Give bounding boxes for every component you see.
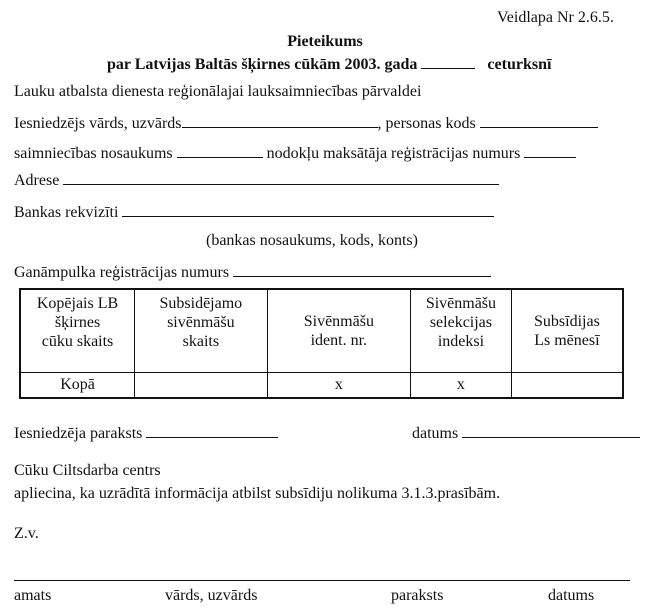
applicant-name-label: Iesniedzējs vārds, uzvārds bbox=[14, 115, 182, 132]
total-label-cell: Kopā bbox=[20, 373, 135, 399]
herd-reg-label: Ganāmpulka reģistrācijas numurs bbox=[14, 264, 230, 281]
bank-label: Bankas rekvizīti bbox=[14, 204, 119, 221]
table-header-row bbox=[20, 289, 623, 373]
applicant-name-field[interactable] bbox=[182, 113, 378, 128]
herd-reg-field[interactable] bbox=[233, 262, 491, 277]
subtitle-prefix: par Latvijas Baltās šķirnes cūkām 2003. gada bbox=[107, 56, 418, 73]
tax-reg-label: nodokļu maksātāja reģistrācijas numurs bbox=[266, 145, 521, 162]
subtitle bbox=[107, 54, 551, 73]
form-number: Veidlapa Nr 2.6.5. bbox=[497, 9, 614, 26]
signature-field[interactable] bbox=[146, 423, 278, 438]
applicant-row bbox=[14, 113, 598, 132]
stamp-label: Z.v. bbox=[14, 525, 39, 542]
personal-code-field[interactable] bbox=[480, 113, 598, 128]
bank-hint: (bankas nosaukums, kods, konts) bbox=[206, 232, 418, 249]
total-id-cell: x bbox=[267, 373, 410, 399]
tax-reg-field[interactable] bbox=[524, 143, 576, 158]
date-field[interactable] bbox=[462, 423, 640, 438]
footer-label-date: datums bbox=[548, 587, 595, 604]
signature-row bbox=[14, 423, 278, 442]
personal-code-label: , personas kods bbox=[377, 115, 476, 132]
total-subsidy-cell[interactable] bbox=[511, 373, 623, 399]
farm-name-field[interactable] bbox=[177, 143, 263, 158]
total-subsidized-cell[interactable] bbox=[135, 373, 268, 399]
address-row bbox=[14, 170, 499, 189]
subtitle-suffix: ceturksnī bbox=[487, 56, 552, 73]
recipient-line: Lauku atbalsta dienesta reģionālajai lauksaimniecības pārvaldei bbox=[14, 83, 422, 100]
bank-row bbox=[14, 202, 494, 221]
header-subsidized-sows: Subsidējamo sivēnmāšu skaits bbox=[135, 289, 268, 373]
header-total-pigs: Kopējais LB šķirnes cūku skaits bbox=[20, 289, 135, 373]
footer-line[interactable] bbox=[14, 580, 630, 581]
total-index-cell: x bbox=[411, 373, 512, 399]
farm-name-label: saimniecības nosaukums bbox=[14, 145, 173, 162]
farm-row bbox=[14, 143, 576, 162]
date-row bbox=[412, 423, 640, 442]
date-label: datums bbox=[412, 425, 459, 442]
address-field[interactable] bbox=[63, 170, 499, 185]
footer-label-name: vārds, uzvārds bbox=[165, 587, 258, 604]
quarter-field[interactable] bbox=[421, 54, 475, 69]
page-title: Pieteikums bbox=[287, 33, 363, 50]
center-statement: apliecina, ka uzrādītā informācija atbilst subsīdiju nolikuma 3.1.3.prasībām. bbox=[14, 485, 501, 502]
footer-label-position: amats bbox=[14, 587, 52, 604]
table-total-row bbox=[20, 373, 623, 399]
center-name: Cūku Ciltsdarba centrs bbox=[14, 462, 161, 479]
subsidy-table bbox=[19, 288, 624, 399]
header-sow-id: Sivēnmāšu ident. nr. bbox=[267, 289, 410, 373]
signature-label: Iesniedzēja paraksts bbox=[14, 425, 143, 442]
header-subsidy-month: Subsīdijas Ls mēnesī bbox=[511, 289, 623, 373]
bank-field[interactable] bbox=[122, 202, 494, 217]
footer-label-signature: paraksts bbox=[391, 587, 444, 604]
address-label: Adrese bbox=[14, 172, 60, 189]
herd-row bbox=[14, 262, 491, 281]
header-selection-index: Sivēnmāšu selekcijas indeksi bbox=[411, 289, 512, 373]
